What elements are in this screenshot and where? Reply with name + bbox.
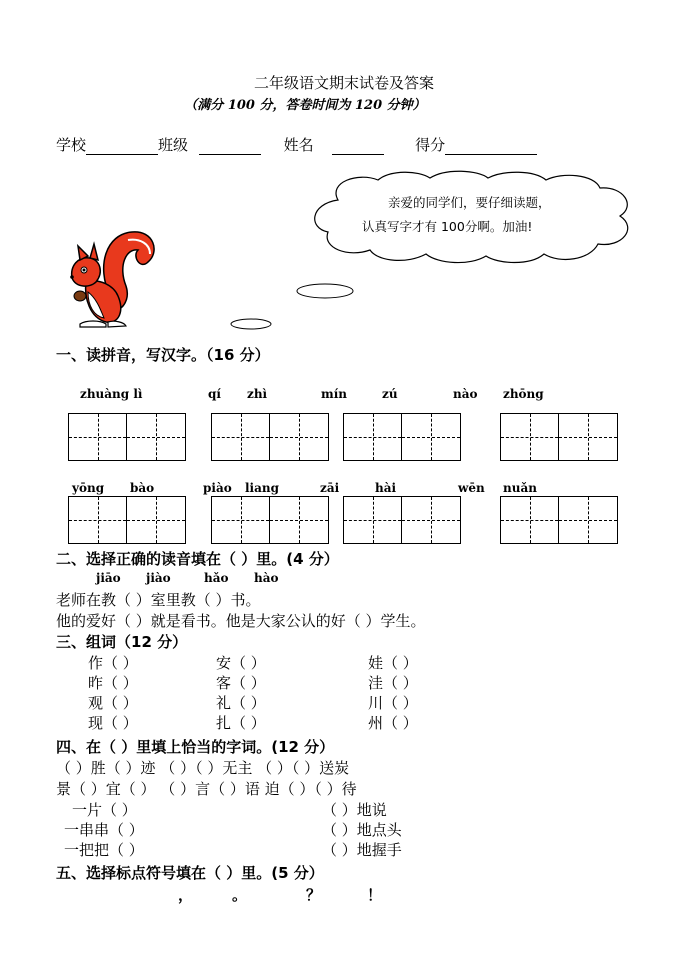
- writing-grid[interactable]: [343, 496, 461, 544]
- writing-grid[interactable]: [68, 413, 186, 461]
- phrase-item: （ ）地点头: [322, 821, 402, 839]
- pinyin-label: bào: [130, 481, 155, 495]
- phrase-item: 一把把（ ）: [64, 841, 144, 859]
- writing-grid[interactable]: [500, 413, 618, 461]
- pinyin-label: zhuàng lì: [80, 387, 143, 401]
- writing-grid[interactable]: [211, 413, 329, 461]
- writing-grid[interactable]: [343, 413, 461, 461]
- question-line: 他的爱好（ ）就是看书。他是大家公认的好（ ）学生。: [56, 612, 426, 630]
- punctuation-mark: ！: [367, 886, 383, 904]
- name-blank[interactable]: [332, 138, 384, 155]
- squirrel-illustration: [66, 226, 162, 330]
- section-3-title: 三、组词（12 分）: [56, 633, 188, 651]
- bubble-line-2: 认真写字才有 100分啊。加油!: [362, 219, 533, 234]
- score-blank[interactable]: [445, 138, 537, 155]
- bubble-small-circle: [295, 282, 355, 300]
- section-4-title: 四、在（ ）里填上恰当的字词。(12 分）: [56, 738, 335, 756]
- class-blank[interactable]: [199, 138, 261, 155]
- question-line: 景（ ）宜（ ） （ ）言（ ）语 迫（ ）（ ）待: [56, 780, 357, 798]
- pinyin-label: nào: [453, 387, 478, 401]
- school-blank[interactable]: [86, 138, 158, 155]
- word-item: 洼（ ）: [368, 674, 418, 692]
- bubble-line-1: 亲爱的同学们，要仔细读题，: [388, 195, 551, 210]
- section-2-title: 二、选择正确的读音填在（ ）里。(4 分）: [56, 550, 339, 568]
- word-item: 客（ ）: [216, 674, 266, 692]
- word-item: 作（ ）: [88, 654, 138, 672]
- word-item: 州（ ）: [368, 714, 418, 732]
- phrase-item: （ ）地说: [322, 801, 387, 819]
- punctuation-mark: 。: [232, 886, 248, 904]
- writing-grid[interactable]: [500, 496, 618, 544]
- pinyin-label: zhì: [247, 387, 268, 401]
- word-item: 礼（ ）: [216, 694, 266, 712]
- question-line: （ ）胜（ ）迹 （ ）（ ）无主 （ ）（ ）送炭: [56, 759, 350, 777]
- word-item: 安（ ）: [216, 654, 266, 672]
- phrase-item: 一片（ ）: [72, 801, 137, 819]
- page-title: 二年级语文期末试卷及答案: [253, 74, 434, 92]
- pinyin-label: hài: [375, 481, 397, 495]
- phrase-item: 一串串（ ）: [64, 821, 144, 839]
- section-1-title: 一、读拼音，写汉字。（16 分）: [56, 346, 270, 364]
- bubble-tiny-circle: [229, 317, 273, 331]
- word-item: 川（ ）: [368, 694, 418, 712]
- pinyin-label: qí: [208, 387, 221, 401]
- score-label: 得分: [415, 136, 446, 154]
- word-item: 观（ ）: [88, 694, 138, 712]
- word-item: 昨（ ）: [88, 674, 138, 692]
- pinyin-label: zāi: [320, 481, 340, 495]
- question-line: 老师在教（ ）室里教（ ）书。: [56, 591, 261, 609]
- punctuation-mark: ？: [306, 886, 322, 904]
- pinyin-label: wēn: [458, 481, 485, 495]
- pinyin-option: hào: [254, 571, 279, 585]
- school-label: 学校: [56, 136, 87, 154]
- word-item: 现（ ）: [88, 714, 138, 732]
- phrase-item: （ ）地握手: [322, 841, 402, 859]
- pinyin-option: hǎo: [204, 571, 229, 585]
- punctuation-mark: ，: [178, 886, 194, 904]
- pinyin-option: jiào: [146, 571, 171, 585]
- name-label: 姓名: [283, 136, 314, 154]
- pinyin-label: piào: [203, 481, 232, 495]
- writing-grid[interactable]: [211, 496, 329, 544]
- page-subtitle: （满分 100 分，答卷时间为 120 分钟）: [184, 98, 426, 113]
- pinyin-label: yōng: [72, 481, 105, 495]
- pinyin-option: jiāo: [96, 571, 121, 585]
- word-item: 扎（ ）: [216, 714, 266, 732]
- pinyin-label: zhōng: [503, 387, 544, 401]
- writing-grid[interactable]: [68, 496, 186, 544]
- pinyin-label: liang: [245, 481, 280, 495]
- pinyin-label: nuǎn: [503, 481, 537, 495]
- student-info: [56, 134, 537, 155]
- pinyin-label: zú: [382, 387, 398, 401]
- word-item: 娃（ ）: [368, 654, 418, 672]
- class-label: 班级: [158, 136, 189, 154]
- section-5-title: 五、选择标点符号填在（ ）里。(5 分）: [56, 864, 324, 882]
- pinyin-label: mín: [321, 387, 347, 401]
